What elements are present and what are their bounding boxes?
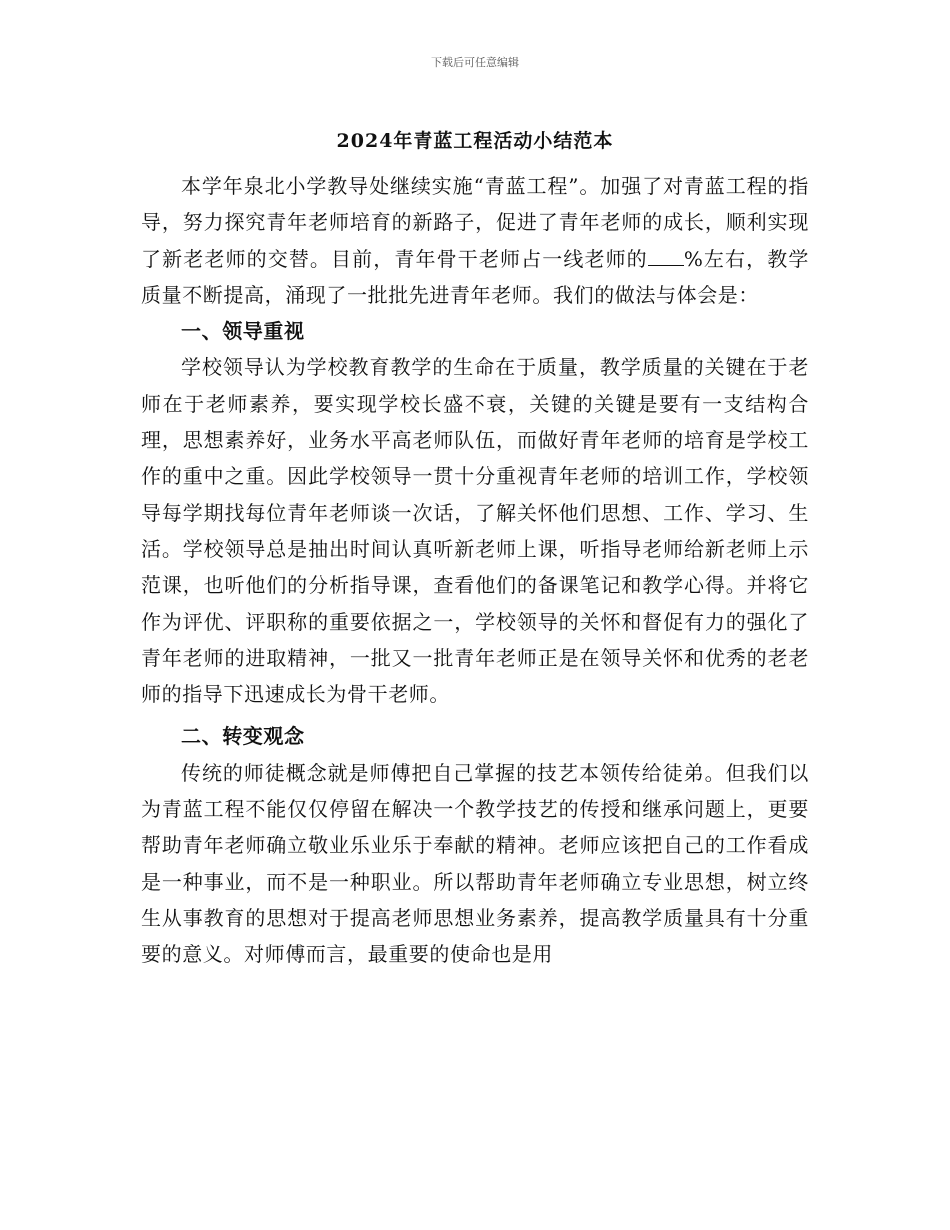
intro-text-after-blank: %左右，教学质量不断提高，涌现了一批批先进青年老师。我们的做法与体会是： bbox=[141, 246, 810, 307]
fill-in-blank bbox=[648, 245, 684, 266]
section-paragraph-1: 学校领导认为学校教育教学的生命在于质量，教学质量的关键在于老师在于老师素养，要实现学校长盛不衰，关键的关键是要有一支结构合理，思想素养好，业务水平高老师队伍，而做好青年老师的培育是学校工作的重中之重。因此学校领导一贯十分重视青年老师的培训工作，学校领导每学期找每位青年老师谈一次话，了解关怀他们思想、工作、学习、生活。学校领导总是抽出时间认真听新老师上课，听指导老师给新老师上示范课，也听他们的分析指导课，查看他们的备课笔记和教学心得。并将它作为评优、评职称的重要依据之一，学校领导的关怀和督促有力的强化了青年老师的进取精神，一批又一批青年老师正是在领导关怀和优秀的老老师的指导下迅速成长为骨干老师。 bbox=[141, 355, 809, 707]
header-note: 下载后可任意编辑 bbox=[431, 56, 519, 69]
section-heading-2: 二、转变观念 bbox=[181, 724, 305, 749]
document-body bbox=[141, 168, 809, 973]
document-title: 2024年青蓝工程活动小结范本 bbox=[336, 130, 614, 152]
intro-paragraph bbox=[141, 168, 809, 313]
section-heading-1: 一、领导重视 bbox=[181, 319, 305, 344]
intro-text-before-blank: 本学年泉北小学教导处继续实施“青蓝工程”。加强了对青蓝工程的指导，努力探究青年老师培育的新路子，促进了青年老师的成长，顺利实现了新老老师的交替。目前，青年骨干老师占一线老师的 bbox=[141, 174, 809, 271]
section-paragraph-2: 传统的师徒概念就是师傅把自己掌握的技艺本领传给徒弟。但我们以为青蓝工程不能仅仅停留在解决一个教学技艺的传授和继承问题上，更要帮助青年老师确立敬业乐业乐于奉献的精神。老师应该把自己的工作看成是一种事业，而不是一种职业。所以帮助青年老师确立专业思想，树立终生从事教育的思想对于提高老师思想业务素养，提高教学质量具有十分重要的意义。对师傅而言，最重要的使命也是用 bbox=[141, 760, 809, 967]
